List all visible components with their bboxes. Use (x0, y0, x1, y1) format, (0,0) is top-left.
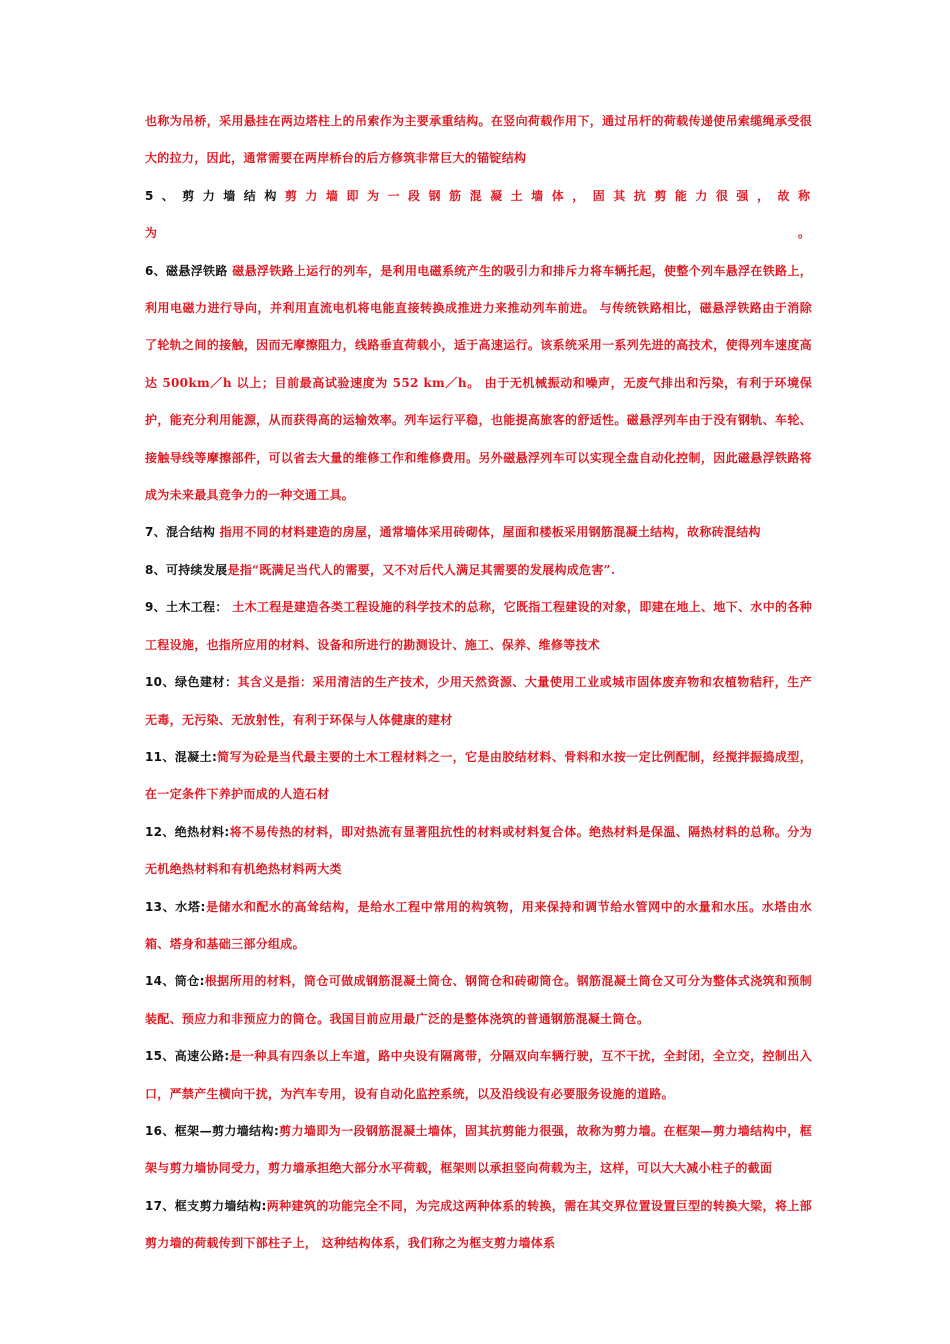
term-label: 7、混合结构 (145, 525, 216, 540)
definition-text: 剪力墙即为一段钢筋混凝土墙体，固其抗剪能力很强，故称为剪力墙。在框架—剪力墙结构中，框架与剪力墙协同受力，剪力墙承担绝大部分水平荷载，框架则以承担竖向荷载为主，这样，可以大大减小柱子的截面 (145, 1123, 812, 1176)
term-label: 13、水塔: (145, 899, 206, 914)
term-label: 12、绝热材料: (145, 824, 230, 839)
definition-text: 将不易传热的材料，即对热流有显著阻抗性的材料或材料复合体。绝热材料是保温、隔热材料的总称。分为无机绝热材料和有机绝热材料两大类 (145, 824, 812, 877)
term-label: 8、可持续发展 (145, 562, 228, 577)
term-label: 5 、 剪 力 墙 结 构 (145, 188, 279, 203)
paragraph-green-materials (145, 664, 812, 739)
paragraph-shear-wall (145, 178, 812, 253)
definition-text: 根据所用的材料，筒仓可做成钢筋混凝土筒仓、钢筒仓和砖砌筒仓。钢筋混凝土筒仓又可分为整体式浇筑和预制装配、预应力和非预应力的筒仓。我国目前应用最广泛的是整体浇筑的普通钢筋混凝土筒仓。 (145, 974, 812, 1026)
definition-text: 是一种具有四条以上车道，路中央设有隔离带，分隔双向车辆行驶，互不干扰，全封闭，全立交，控制出入口，严禁产生横向干扰，为汽车专用，设有自动化监控系统，以及沿线设有必要服务设施的道路。 (145, 1049, 812, 1101)
paragraph-frame-supported-shear-wall (145, 1188, 812, 1263)
paragraph-insulation (145, 814, 812, 889)
term-label: 10、绿色建材： (145, 675, 238, 690)
term-label: 15、高速公路: (145, 1049, 230, 1064)
paragraph-maglev (145, 253, 812, 515)
definition-text: 其含义是指：采用清洁的生产技术，少用天然资源、大量使用工业或城市固体废弃物和农植物秸秆，生产无毒，无污染、无放射性，有利于环保与人体健康的建材 (145, 675, 812, 727)
paragraph-silo (145, 963, 812, 1038)
paragraph-sustainable-development (145, 552, 812, 589)
definition-text: 土木工程是建造各类工程设施的科学技术的总称，它既指工程建设的对象，即建在地上、地下、水中的各种工程设施，也指所应用的材料、设备和所进行的勘测设计、施工、保养、维修等技术 (145, 600, 813, 652)
paragraph-water-tower (145, 889, 812, 964)
paragraph-civil-engineering (145, 589, 812, 664)
term-label: 17、框支剪力墙结构: (145, 1198, 267, 1213)
term-label: 11、混凝土: (145, 749, 218, 764)
definition-text: 也称为吊桥，采用悬挂在两边塔柱上的吊索作为主要承重结构。在竖向荷载作用下，通过吊杆的荷载传递使吊索缆绳承受很大的拉力，因此，通常需要在两岸桥台的后方修筑非常巨大的锚锭结构 (145, 114, 812, 166)
definition-text: 指用不同的材料建造的房屋，通常墙体采用砖砌体，屋面和楼板采用钢筋混凝土结构，故称砖混结构 (215, 525, 761, 540)
definition-text: 简写为砼是当代最主要的土木工程材料之一，它是由胶结材料、骨料和水按一定比例配制，经搅拌振捣成型，在一定条件下养护而成的人造石材 (145, 749, 812, 802)
definition-text: 两种建筑的功能完全不同，为完成这两种体系的转换，需在其交界位置设置巨型的转换大梁，将上部剪力墙的荷载传到下部柱子上， 这种结构体系，我们称之为框支剪力墙体系 (145, 1198, 812, 1251)
definition-text: 是储水和配水的高耸结构，是给水工程中常用的构筑物，用来保持和调节给水管网中的水量和水压。水塔由水箱、塔身和基础三部分组成。 (145, 899, 812, 951)
term-label: 6、磁悬浮铁路 (145, 263, 228, 278)
definition-text: 剪 力 墙 即 为 一 段 钢 筋 混 凝 土 墙 体 ， 固 其 抗 剪 能 力 很 强 ， 故 称 为 。 (145, 188, 813, 241)
paragraph-frame-shear-wall (145, 1113, 812, 1188)
definition-text: 磁悬浮铁路上运行的列车，是利用电磁系统产生的吸引力和排斥力将车辆托起，使整个列车悬浮在铁路上，利用电磁力进行导向，并利用直流电机将电能直接转换成推进力来推动列车前进。 与传统铁路相比，磁悬浮铁路由于消除了轮轨之间的接触，因而无摩擦阻力，线路垂直荷载小，适于高速运行。该系统采用一系列先进的高技术，使得列车速度高达 500km／h 以上；目前最高试验速度为 552 km／h。 由于无机械振动和噪声，无废气排出和污染，有利于环境保护，能充分利用能源，从而获得高的运输效率。列车运行平稳，也能提高旅客的舒适性。磁悬浮列车由于没有钢轨、车轮、接触导线等摩擦部件，可以省去大量的维修工作和维修费用。另外磁悬浮列车可以实现全盘自动化控制，因此磁悬浮铁路将成为未来最具竞争力的一种交通工具。 (145, 263, 813, 503)
document-page (145, 103, 812, 1263)
paragraph-mixed-structure (145, 514, 812, 551)
term-label: 9、土木工程： (145, 600, 228, 615)
paragraph-concrete (145, 739, 812, 814)
paragraph-suspension-bridge (145, 103, 812, 178)
term-label: 14、筒仓: (145, 974, 205, 989)
definition-text: 是指“既满足当代人的需要，又不对后代人满足其需要的发展构成危害”. (227, 562, 616, 577)
paragraph-expressway (145, 1038, 812, 1113)
term-label: 16、框架—剪力墙结构: (145, 1123, 280, 1138)
